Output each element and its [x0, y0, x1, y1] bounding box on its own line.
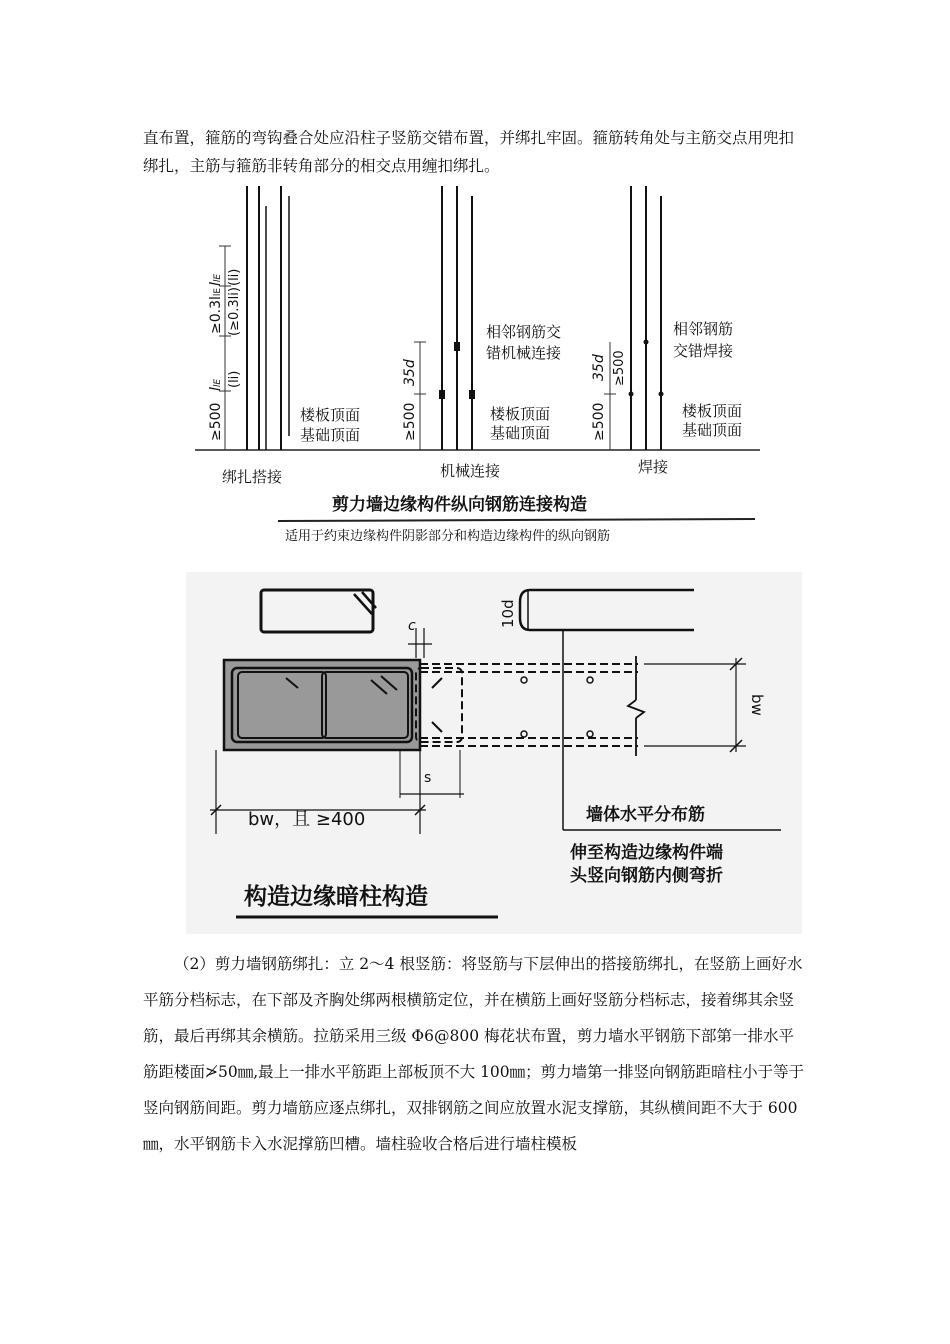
note-weld-2: 交错焊接: [673, 342, 734, 360]
dim-35d-weld: 35d: [591, 354, 607, 381]
figure1-title: 剪力墙边缘构件纵向钢筋连接构造: [332, 495, 587, 515]
floor-label-tie-2: 基础顶面: [300, 426, 361, 444]
dim-500-weld-a: ≥500: [612, 350, 627, 386]
figure-hidden-column: [186, 572, 802, 934]
note-weld-1: 相邻钢筋: [673, 320, 734, 338]
dim-500-mech: ≥500: [402, 402, 418, 441]
floor-label-mech-2: 基础顶面: [490, 424, 551, 442]
panel-mechanical: [402, 186, 561, 480]
paragraph-1: 直布置，箍筋的弯钩叠合处应沿柱子竖筋交错布置，并绑扎牢固。箍筋转角处与主筋交点用兜扣绑扎，主筋与箍筋非转角部分的相交点用缠扣绑扎。: [143, 129, 795, 175]
note-1: 墙体水平分布筋: [586, 805, 705, 825]
dim-35d-mech: 35d: [402, 359, 418, 386]
caption-mech: 机械连接: [440, 462, 501, 480]
note-2: 伸至构造边缘构件端: [570, 843, 723, 863]
dim-li-tie: (li): [227, 370, 242, 388]
note-mech-1: 相邻钢筋交: [486, 323, 562, 341]
dim-lle-tie-top: llE: [208, 273, 224, 286]
floor-label-weld-2: 基础顶面: [682, 421, 743, 439]
label-c: c: [408, 618, 416, 634]
figure1-subtitle: 适用于约束边缘构件阴影部分和构造边缘构件的纵向钢筋: [285, 529, 611, 544]
note-mech-2: 错机械连接: [486, 344, 562, 362]
figure2-title: 构造边缘暗柱构造: [244, 884, 428, 910]
floor-label-weld-1: 楼板顶面: [682, 402, 743, 420]
figure-rebar-connection: [190, 186, 770, 562]
caption-tie: 绑扎搭接: [222, 468, 283, 486]
label-10d: 10d: [499, 599, 517, 628]
floor-label-mech-1: 楼板顶面: [490, 405, 551, 423]
dim-lle-tie: llE: [208, 378, 224, 391]
dim-500-weld-b: ≥500: [591, 402, 607, 441]
dim-03-tie: ≥0.3llE: [208, 287, 224, 334]
caption-weld: 焊接: [638, 458, 669, 476]
dim-li-tie-top: (li): [227, 268, 242, 286]
floor-label-tie-1: 楼板顶面: [300, 406, 361, 424]
dim-03li-tie: (≥0.3li): [227, 287, 242, 336]
panel-welding: [591, 186, 742, 476]
note-3: 头竖向钢筋内侧弯折: [570, 866, 723, 886]
dim-500-tie: ≥500: [208, 402, 224, 441]
label-bw400: bw，且 ≥400: [248, 809, 366, 830]
label-s: s: [424, 770, 432, 786]
paragraph-2: （2）剪力墙钢筋绑扎：立 2～4 根竖筋：将竖筋与下层伸出的搭接筋绑扎，在竖筋上画好水平筋分档标志，在下部及齐胸处绑两根横筋定位，并在横筋上画好竖筋分档标志，接着绑其余竖筋，最后再绑其余横筋。拉筋采用三级 Φ6@800 梅花状布置，剪力墙水平钢筋下部第一排水平筋距楼面≯50㎜,最上一排水平筋距上部板顶不大 100㎜；剪力墙第一排竖向钢筋距暗柱小于等于竖向钢筋间距。剪力墙筋应逐点绑扎，双排钢筋之间应放置水泥支撑筋，其纵横间距不大于 600㎜，水平钢筋卡入水泥撑筋凹槽。墙柱验收合格后进行墙柱模板: [143, 955, 805, 1153]
panel-tie-lap: [208, 186, 360, 486]
label-bw: bw: [748, 694, 766, 716]
